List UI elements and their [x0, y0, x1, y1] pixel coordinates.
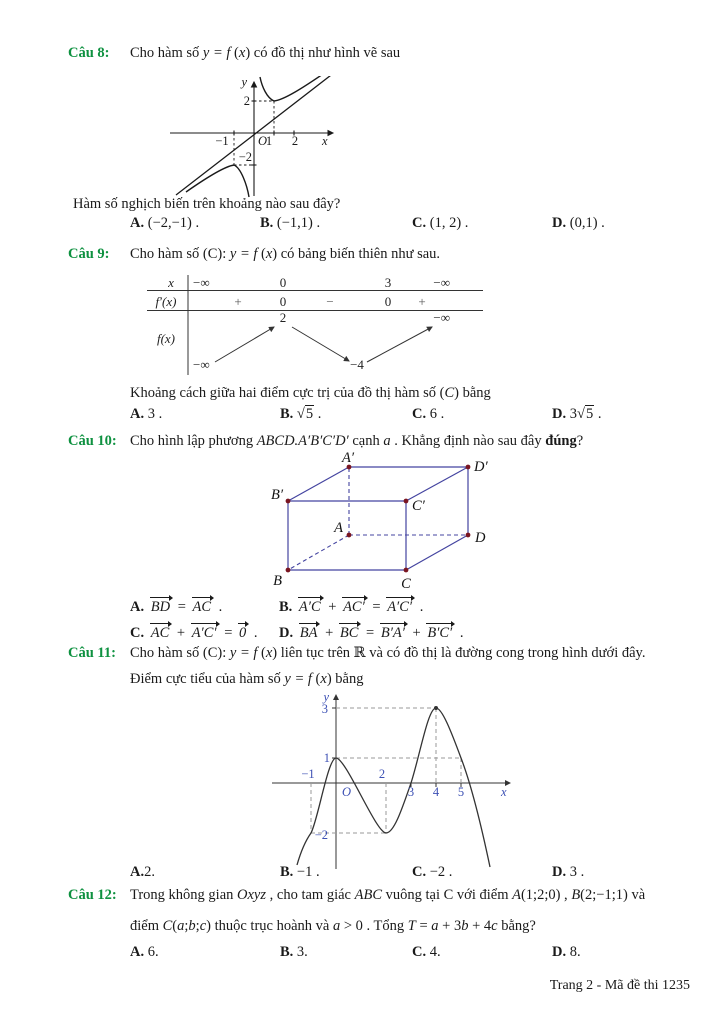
q8-options: [130, 215, 700, 232]
svg-text:3: 3: [407, 785, 415, 799]
svg-text:+: +: [418, 294, 426, 309]
q8-y-label: y: [241, 76, 247, 89]
q10-option-a: A. BD = AC .: [130, 595, 279, 616]
q9-option-d: D. 3√5 .: [552, 406, 602, 422]
q8-axes: [170, 82, 333, 196]
svg-text:f(x): f(x): [156, 331, 176, 346]
q11-axes: [272, 695, 510, 869]
svg-text:−2: −2: [314, 828, 328, 842]
q9-option-a: A. 3 .: [130, 406, 163, 422]
svg-text:−2: −2: [238, 150, 252, 164]
q10-options-row2: [130, 621, 570, 642]
q12-options: [130, 944, 700, 961]
svg-text:x: x: [168, 275, 174, 290]
q8-option-b: B. (−1,1) .: [260, 215, 321, 231]
svg-text:D: D: [475, 530, 486, 546]
svg-text:−∞: −∞: [433, 310, 450, 325]
svg-text:−: −: [326, 294, 334, 309]
q8-oblique-asymptote: [176, 76, 335, 195]
q10-cube-figure: [262, 449, 497, 597]
svg-text:2: 2: [243, 94, 250, 108]
q9-options: [130, 406, 700, 423]
svg-text:0: 0: [279, 275, 287, 290]
q12-option-b: B. 3.: [280, 944, 308, 960]
question-8-text: Cho hàm số y = f (x) có đồ thị như hình vẽ sau: [130, 45, 401, 61]
q8-function-graph: [155, 76, 341, 198]
q10-option-b: B. A′C + AC′ = A′C′ .: [279, 595, 570, 616]
question-10-text: Cho hình lập phương ABCD.A′B′C′D′ cạnh a . Khẳng định nào sau đây đúng?: [130, 433, 584, 449]
svg-text:−1: −1: [215, 134, 229, 148]
svg-text:−∞: −∞: [433, 275, 450, 290]
svg-text:0: 0: [279, 294, 287, 309]
svg-text:D′: D′: [474, 459, 488, 475]
cube-vertex-labels: [271, 450, 489, 592]
q11-option-b: B. −1 .: [280, 864, 320, 880]
q8-x-label: x: [322, 134, 328, 148]
svg-text:A: A: [334, 520, 343, 536]
svg-text:0: 0: [384, 294, 392, 309]
svg-text:3: 3: [321, 702, 328, 716]
question-12-text: Trong không gian Oxyz , cho tam giác ABC vuông tại C với điểm A(1;2;0) , B(2;−1;1) và: [130, 887, 646, 903]
q11-dashed-guides: [311, 708, 461, 833]
question-8-label: Câu 8:: [68, 45, 110, 61]
q8-option-a: A. (−2,−1) .: [130, 215, 200, 231]
svg-text:−∞: −∞: [193, 357, 210, 372]
q11-option-d: D. 3 .: [552, 864, 585, 880]
question-9-text: Cho hàm số (C): y = f (x) có bảng biến thiên như sau.: [130, 246, 441, 262]
question-12-label: Câu 12:: [68, 887, 117, 903]
svg-text:f′(x): f′(x): [155, 294, 177, 309]
q8-prompt: Hàm số nghịch biến trên khoảng nào sau đây?: [73, 196, 341, 212]
svg-text:5: 5: [457, 785, 465, 799]
q11-y-label: y: [323, 690, 329, 704]
svg-text:4: 4: [432, 785, 440, 799]
q12-option-c: C. 4.: [412, 944, 441, 960]
q10-option-d: D. BA + BC = B′A′ + B′C′ .: [279, 621, 570, 642]
svg-text:B: B: [273, 573, 282, 589]
svg-text:C: C: [401, 576, 411, 592]
q9-table-text: [156, 275, 450, 372]
svg-text:2: 2: [279, 310, 287, 325]
q8-option-c: C. (1, 2) .: [412, 215, 469, 231]
svg-text:B′: B′: [270, 487, 283, 503]
q11-axis-labels: [301, 690, 507, 842]
q10-option-c: C. AC + A′C′ = 0 .: [130, 621, 279, 642]
svg-text:1: 1: [265, 134, 273, 148]
q12-option-a: A. 6.: [130, 944, 159, 960]
svg-text:1: 1: [323, 751, 330, 765]
question-11-text: Cho hàm số (C): y = f (x) liên tục trên ℝ và có đồ thị là đường cong trong hình dưới đây.: [130, 645, 646, 661]
q11-x-label: x: [501, 785, 507, 799]
svg-text:−1: −1: [301, 767, 315, 781]
q12-option-d: D. 8.: [552, 944, 581, 960]
svg-text:2: 2: [378, 767, 386, 781]
q12-text-line2: điểm C(a;b;c) thuộc trục hoành và a > 0 . Tổng T = a + 3b + 4c bằng?: [130, 918, 536, 934]
q8-origin-label: O: [258, 134, 268, 148]
q9-variation-table: [145, 275, 485, 377]
q9-prompt: Khoảng cách giữa hai điểm cực trị của đồ thị hàm số (C) bằng: [130, 385, 491, 401]
q9-option-c: C. 6 .: [412, 406, 445, 422]
svg-text:A′: A′: [341, 450, 355, 466]
question-11-label: Câu 11:: [68, 645, 116, 661]
q11-origin-label: O: [342, 785, 352, 799]
q8-option-d: D. (0,1) .: [552, 215, 605, 231]
svg-text:−∞: −∞: [193, 275, 210, 290]
svg-text:−4: −4: [350, 357, 364, 372]
q11-function-graph: [268, 689, 518, 871]
svg-text:2: 2: [291, 134, 299, 148]
svg-text:+: +: [234, 294, 242, 309]
q10-options-row1: [130, 595, 570, 616]
page-footer: Trang 2 - Mã đề thi 1235: [549, 978, 690, 993]
svg-text:C′: C′: [412, 498, 425, 514]
q11-option-a: A.2.: [130, 864, 155, 880]
question-10-label: Câu 10:: [68, 433, 117, 449]
q9-variation-arrows: [215, 327, 432, 362]
q9-option-b: B. √5 .: [280, 406, 322, 422]
q11-text-line2: Điểm cực tiểu của hàm số y = f (x) bằng: [130, 671, 364, 687]
q11-max-point: [434, 706, 438, 710]
q11-options: [130, 864, 700, 881]
q11-option-c: C. −2 .: [412, 864, 453, 880]
cube-solid-edges: [288, 467, 468, 570]
question-9-label: Câu 9:: [68, 246, 110, 262]
svg-text:3: 3: [384, 275, 392, 290]
